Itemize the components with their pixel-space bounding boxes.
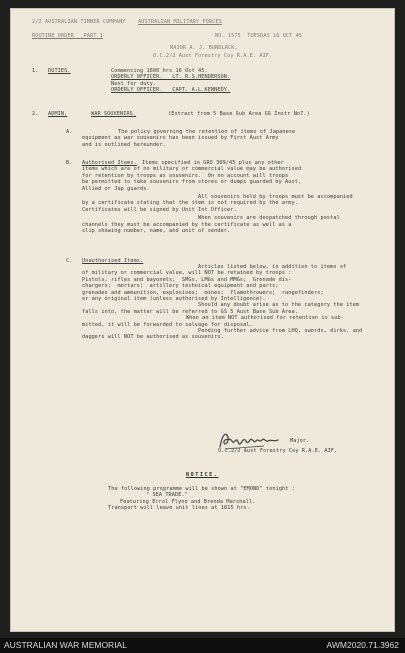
para-c-heading: Unauthorised Items. [82, 258, 144, 264]
notice-line: The following programme will be shown at "EMOND" tonight : [108, 486, 295, 492]
para-c-line: chargers; mortars; artillery technical equipment and parts; [82, 283, 279, 290]
notice-line: Featuring Errol Flynn and Brenda Marshall. [120, 498, 256, 505]
para-b-body [82, 160, 353, 234]
para-c-line: or any original item (unless authorised by Intelligence). [82, 296, 266, 303]
duty-line: Commencing 1600 hrs 16 Oct 45. [111, 68, 208, 74]
notice-body [108, 486, 295, 512]
duty-line: Next for duty. [111, 80, 157, 87]
section2-number: 2. [32, 111, 39, 117]
para-b-line: Certificates will be signed by Unit Int Officer. [82, 206, 237, 213]
para-a-body [82, 129, 295, 148]
para-b-line: by a certificate stating that the item is not required by the army. [82, 200, 298, 207]
signature-rank: Major. [290, 438, 310, 444]
issued-by-title: O.C.2/2 Aust Forestry Coy R.A.E. AIF. [153, 53, 273, 59]
para-b-line: be permitted to take souvenirs from stores or dumps guarded by Aust, [82, 179, 302, 186]
para-c-line: daggers will NOT be authorised as souvenirs. [82, 334, 224, 341]
unit-heading: 2/2 AUSTRALIAN TIMBER COMPANY [32, 19, 126, 25]
notice-line: Transport will leave unit lines at 1815 hrs. [108, 505, 250, 512]
para-b-line: Allied or Jap guards. [82, 185, 150, 192]
archive-source: AUSTRALIAN WAR MEMORIAL [4, 640, 127, 650]
para-c-line: falls into, the matter will be referred to GS 5 Aust Base Sub Area. [82, 308, 298, 315]
section2-extract: (Extract from 5 Base Sub Area GS Instr No7.) [168, 111, 310, 117]
notice-line: " SEA TRADE." [146, 492, 188, 499]
section1-body [111, 68, 230, 94]
para-b-line: slip showing number, name, and unit of sender. [82, 228, 231, 235]
document-page [10, 8, 395, 632]
para-b-line: Items specified in GRO 309/45 plus any other [142, 160, 284, 166]
para-c-line: When an item NOT authorised for retention is sub- [186, 315, 344, 322]
para-a-line: and is outlined hereunder. [82, 141, 166, 148]
para-a-line: The policy governing the retention of items of Japanese [118, 129, 296, 135]
section1-number: 1. [32, 68, 39, 74]
order-type: ROUTINE ORDER PART 1 [32, 33, 103, 39]
para-b-line: items which are of no military or commercial value may be authorised [82, 166, 302, 173]
para-c-label: C. [66, 258, 73, 264]
para-c-body [82, 264, 362, 341]
order-number: NO. 1575 TUESDAY 16 OCT 45 [215, 33, 303, 39]
para-c-line: Should any doubt arise as to the category the item [198, 302, 360, 309]
signature-line: O.C.2/2 Aust Forestry Coy R.A.E. AIF. [218, 448, 338, 454]
archive-footer [0, 638, 405, 653]
section2-subtitle: WAR SOUVENIRS. [91, 111, 137, 117]
section2-title: ADMIN. [48, 111, 68, 117]
force-heading: AUSTRALIAN MILITARY FORCES [138, 19, 222, 25]
para-c-line: Pending further advice from LHQ, swords, dirks, and [198, 328, 363, 335]
para-c-line: Articles listed below, in addition to items of [198, 264, 347, 270]
para-b-line: for retention by troops as souvenirs. On no account will troops [82, 172, 289, 179]
para-a-line: equipment as war souvenirs has been issued by First Aust Army [82, 135, 279, 142]
para-c-line: grenades and ammunition, explosives; mines; flamethrowers; rangefinders; [82, 289, 324, 296]
section1-title: DUTIES. [48, 68, 71, 74]
para-c-line: Pistols, rifles and bayonets; SMGs, LMGs and MMGs; Grenade dis- [82, 276, 292, 283]
para-c-line: mitted, it will be forwarded to salvage for disposal. [82, 321, 253, 328]
para-b-label: B. [66, 160, 73, 166]
issued-by: MAJOR A. J. BUNDLACK, [170, 45, 238, 51]
archive-id: AWM2020.71.3962 [326, 640, 399, 650]
para-c-line: of military or commercial value, will NOT be retained by troops : [82, 270, 292, 277]
notice-title: NOTICE. [186, 472, 219, 478]
para-b-line: All souvenirs held by troops must be accompanied [198, 194, 353, 201]
duty-line: ORDERLY OFFICER. LT. R.S.HENDERSON. [111, 74, 231, 81]
duty-line: ORDERLY OFFICER. CAPT. A.L.KENNEDY. [111, 87, 231, 94]
para-b-line: When souvenirs are despatched through postal [198, 215, 340, 222]
para-b-line: channels they must be accompanied by the certificate as well as a [82, 221, 292, 228]
para-a-label: A. [66, 129, 73, 135]
para-b-heading: Authorised Items. [82, 160, 137, 166]
